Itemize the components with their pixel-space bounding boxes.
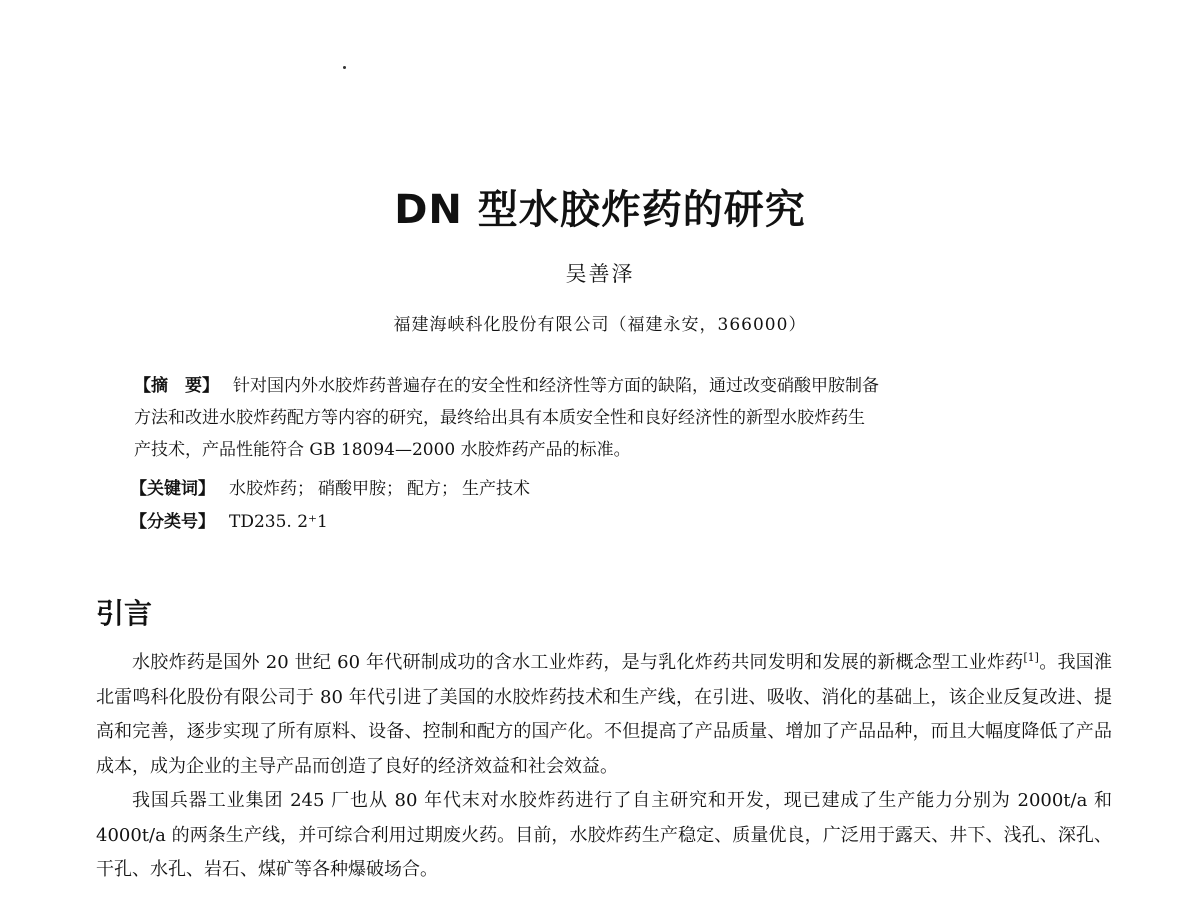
paragraph-1-text-a: 水胶炸药是国外 20 世纪 60 年代研制成功的含水工业炸药，是与乳化炸药共同发明和发展的新概念型工业炸药 xyxy=(132,652,1024,673)
classification-label: 【分类号】 xyxy=(130,512,215,532)
abstract-line-3: 产技术，产品性能符合 GB 18094—2000 水胶炸药产品的标准。 xyxy=(134,440,631,460)
keywords-line: 【关键词】 水胶炸药； 硝酸甲胺； 配方； 生产技术 xyxy=(130,479,530,499)
body-paragraph-1 xyxy=(96,646,1112,784)
paper-title: DN 型水胶炸药的研究 xyxy=(394,187,806,233)
author-affiliation: 福建海峡科化股份有限公司（福建永安，366000） xyxy=(393,315,807,335)
keyword-item: 生产技术 xyxy=(462,479,530,499)
classification-line xyxy=(130,506,328,538)
body-paragraph-2: 我国兵器工业集团 245 厂也从 80 年代末对水胶炸药进行了自主研究和开发，现已建成了生产能力分别为 2000t/a 和 4000t/a 的两条生产线，并可综合利用过期废火药。目前，水胶炸药生产稳定、质量优良，广泛用于露天、井下、浅孔、深孔、干孔、水孔、岩石、煤矿等各种爆破场合。 xyxy=(96,790,1112,880)
body-text xyxy=(96,646,1112,888)
abstract-text-1: 针对国内外水胶炸药普遍存在的安全性和经济性等方面的缺陷，通过改变硝酸甲胺制备 xyxy=(233,376,879,396)
abstract-line-2: 方法和改进水胶炸药配方等内容的研究，最终给出具有本质安全性和良好经济性的新型水胶炸药生 xyxy=(134,408,865,428)
author-name: 吴善泽 xyxy=(565,262,635,286)
section-heading-introduction: 引言 xyxy=(96,597,153,630)
keyword-item: 配方 xyxy=(407,479,441,499)
keywords-label: 【关键词】 xyxy=(130,479,215,499)
citation-ref: [1] xyxy=(1023,651,1039,664)
abstract-block xyxy=(134,370,1094,466)
abstract-label: 【摘 要】 xyxy=(134,376,219,396)
classification-value: TD235. 2⁺1 xyxy=(229,512,328,532)
paragraph-1-text-b: 。我国淮北雷鸣科化股份有限公司于 80 年代引进了美国的水胶炸药技术和生产线，在引进、吸收、消化的基础上，该企业反复改进、提高和完善，逐步实现了所有原料、设备、控制和配方的国产化。不但提高了产品质量、增加了产品品种，而且大幅度降低了产品成本，成为企业的主导产品而创造了良好的经济效益和社会效益。 xyxy=(96,652,1112,777)
keyword-item: 水胶炸药 xyxy=(229,479,297,499)
abstract-line-1 xyxy=(134,370,1094,402)
scan-speck xyxy=(343,66,346,69)
keyword-item: 硝酸甲胺 xyxy=(318,479,386,499)
